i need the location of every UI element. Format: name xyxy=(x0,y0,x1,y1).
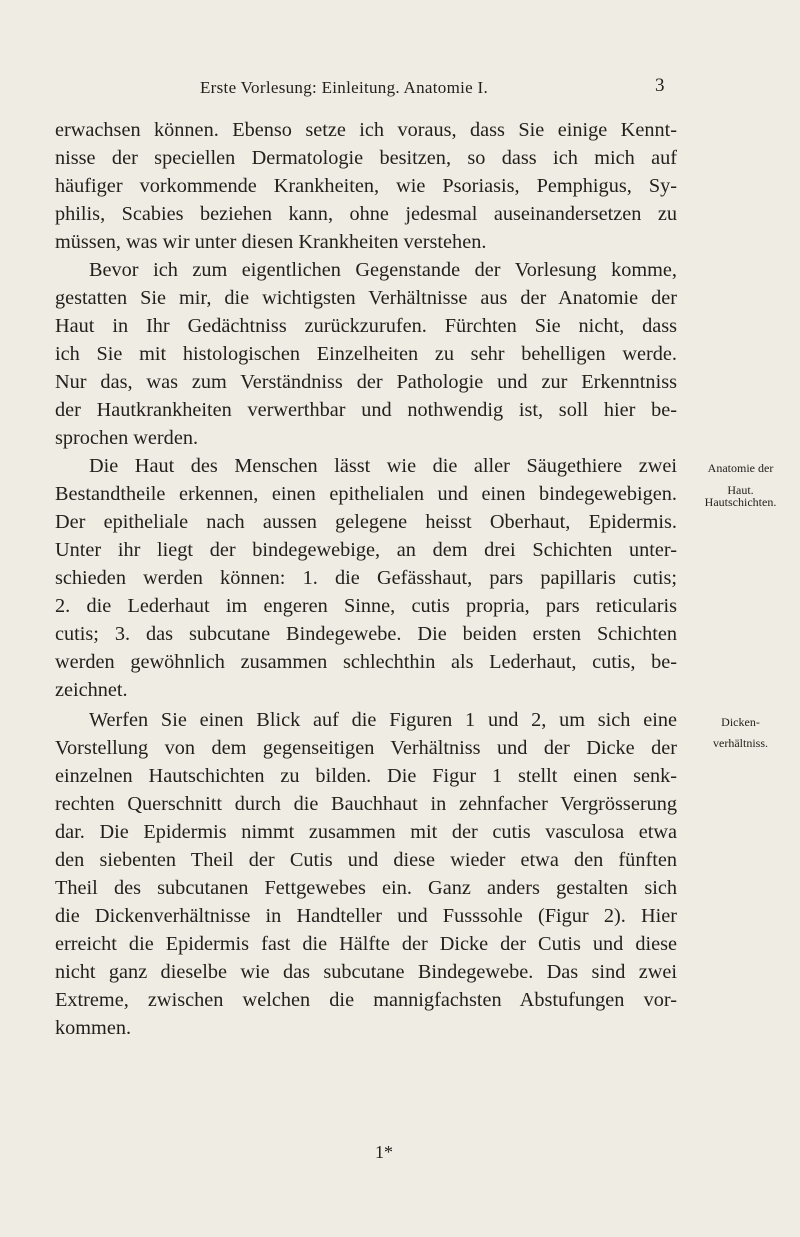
text-line: nicht ganz dieselbe wie das subcutane Bindegewebe. Das sind zwei xyxy=(55,961,677,983)
text-line: dar. Die Epidermis nimmt zusammen mit der cutis vasculosa etwa xyxy=(55,821,677,843)
text-line: Theil des subcutanen Fettgewebes ein. Ganz anders gestalten sich xyxy=(55,877,677,899)
text-line: den siebenten Theil der Cutis und diese wieder etwa den fünften xyxy=(55,849,677,871)
text-line: Nur das, was zum Verständniss der Pathologie und zur Erkenntniss xyxy=(55,371,677,393)
text-line: sprochen werden. xyxy=(55,427,199,449)
text-line: Bevor ich zum eigentlichen Gegenstande der Vorlesung komme, xyxy=(89,259,677,281)
text-line: Werfen Sie einen Blick auf die Figuren 1 und 2, um sich eine xyxy=(89,709,677,731)
text-line: müssen, was wir unter diesen Krankheiten verstehen. xyxy=(55,231,487,253)
text-line: der Hautkrankheiten verwerthbar und nothwendig ist, soll hier be- xyxy=(55,399,677,421)
text-line: die Dickenverhältnisse in Handteller und Fusssohle (Figur 2). Hier xyxy=(55,905,677,927)
text-line: Vorstellung von dem gegenseitigen Verhältniss und der Dicke der xyxy=(55,737,677,759)
text-line: werden gewöhnlich zusammen schlechthin als Lederhaut, cutis, be- xyxy=(55,651,677,673)
text-line: Bestandtheile erkennen, einen epithelialen und einen bindegewebigen. xyxy=(55,483,677,505)
text-line: Unter ihr liegt der bindegewebige, an dem drei Schichten unter- xyxy=(55,539,677,561)
text-line: cutis; 3. das subcutane Bindegewebe. Die beiden ersten Schichten xyxy=(55,623,677,645)
text-line: nisse der speciellen Dermatologie besitzen, so dass ich mich auf xyxy=(55,147,677,169)
text-line: kommen. xyxy=(55,1017,132,1039)
text-line: häufiger vorkommende Krankheiten, wie Psoriasis, Pemphigus, Sy- xyxy=(55,175,677,197)
page-number: 3 xyxy=(655,75,665,96)
margin-note: Anatomie der xyxy=(707,461,774,475)
text-line: philis, Scabies beziehen kann, ohne jedesmal auseinandersetzen zu xyxy=(55,203,677,225)
text-line: gestatten Sie mir, die wichtigsten Verhältnisse aus der Anatomie der xyxy=(55,287,677,309)
text-line: Der epitheliale nach aussen gelegene heisst Oberhaut, Epidermis. xyxy=(55,511,677,533)
text-line: einzelnen Hautschichten zu bilden. Die Figur 1 stellt einen senk- xyxy=(55,765,677,787)
text-line: erwachsen können. Ebenso setze ich voraus, dass Sie einige Kennt- xyxy=(55,119,677,141)
text-line: 2. die Lederhaut im engeren Sinne, cutis propria, pars reticularis xyxy=(55,595,677,617)
text-line: rechten Querschnitt durch die Bauchhaut in zehnfacher Vergrösserung xyxy=(55,793,677,815)
text-line: erreicht die Epidermis fast die Hälfte der Dicke der Cutis und diese xyxy=(55,933,677,955)
text-line: Die Haut des Menschen lässt wie die aller Säugethiere zwei xyxy=(89,455,677,477)
running-head: Erste Vorlesung: Einleitung. Anatomie I. xyxy=(200,78,489,97)
text-line: ich Sie mit histologischen Einzelheiten zu sehr behelligen werde. xyxy=(55,343,677,365)
text-line: schieden werden können: 1. die Gefässhaut, pars papillaris cutis; xyxy=(55,567,677,589)
text-line: Extreme, zwischen welchen die mannigfachsten Abstufungen vor- xyxy=(55,989,677,1011)
margin-note: Dicken- xyxy=(721,715,760,729)
text-line: zeichnet. xyxy=(55,679,128,701)
margin-note: Haut. xyxy=(727,483,754,497)
margin-note: Hautschichten. xyxy=(704,495,777,509)
text-line: Haut in Ihr Gedächtniss zurückzurufen. Fürchten Sie nicht, dass xyxy=(55,315,677,337)
signature-mark: 1* xyxy=(375,1142,393,1162)
margin-note: verhältniss. xyxy=(713,736,768,750)
